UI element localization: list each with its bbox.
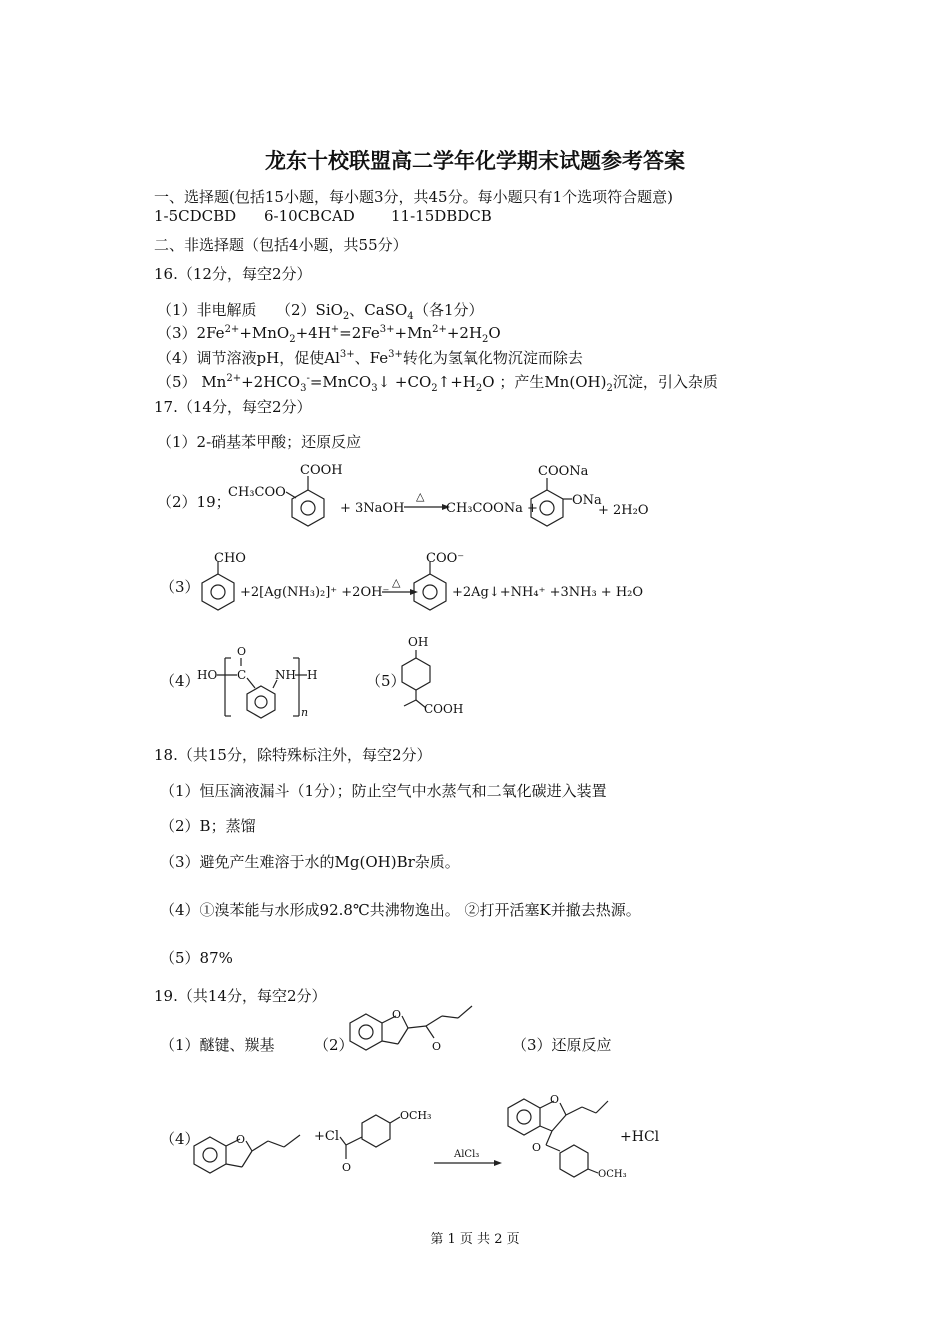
q17-answer-2-label: （2）19；	[157, 493, 231, 511]
q19-answer-4-label: （4）	[160, 1130, 200, 1148]
q19-answer-3: （3）还原反应	[512, 1036, 612, 1054]
q16-heading: 16.（12分，每空2分）	[154, 265, 312, 283]
q19-structure-2	[346, 1000, 486, 1060]
q18-answer-3: （3）避免产生难溶于水的Mg(OH)Br杂质。	[160, 853, 460, 871]
q17-structure-5	[398, 632, 478, 722]
q16-answer-4: （4）调节溶液pH，促使$Al^{3+}$、$Fe^{3+}$转化为氢氧化物沉淀而除去	[157, 349, 583, 367]
svg-text:O: O	[342, 1161, 352, 1174]
q17-reaction-2	[220, 462, 650, 532]
svg-text:COONa: COONa	[538, 464, 589, 479]
svg-text:+ 2H₂O: + 2H₂O	[598, 503, 649, 518]
svg-text:OCH₃: OCH₃	[598, 1169, 627, 1180]
svg-text:COOH: COOH	[300, 463, 343, 478]
q17-answer-1: （1）2-硝基苯甲酸；还原反应	[157, 433, 362, 451]
q17-reaction-3	[200, 548, 644, 618]
q18-heading: 18.（共15分，除特殊标注外，每空2分）	[154, 746, 432, 764]
q16-answer-2-note: （各1分）	[414, 301, 484, 319]
q18-answer-4: （4）①溴苯能与水形成92.8℃共沸物逸出。 ②打开活塞K并撤去热源。	[160, 901, 641, 919]
q16-answer-2-label: （2）SiO$_2$、CaSO$_4$	[276, 301, 414, 322]
svg-text:OCH₃: OCH₃	[400, 1109, 432, 1122]
section2-heading: 二、非选择题（包括4小题，共55分）	[154, 236, 408, 254]
svg-text:O: O	[237, 645, 247, 658]
svg-text:+Cl: +Cl	[314, 1129, 339, 1144]
svg-text:O: O	[236, 1133, 246, 1146]
svg-text:+2Ag↓+NH₄⁺ +3NH₃ + H₂O: +2Ag↓+NH₄⁺ +3NH₃ + H₂O	[452, 585, 644, 600]
svg-text:C: C	[237, 668, 247, 682]
q17-answer-5-label: （5）	[366, 672, 406, 690]
page-title: 龙东十校联盟高二学年化学期末试题参考答案	[265, 149, 685, 173]
answers-11-15: 11-15DBDCB	[391, 207, 492, 225]
svg-text:O: O	[550, 1093, 560, 1106]
svg-text:AlCl₃: AlCl₃	[454, 1149, 480, 1160]
q19-reaction-4	[190, 1085, 670, 1185]
svg-text:HO: HO	[197, 668, 218, 682]
q18-answer-1: （1）恒压滴液漏斗（1分）；防止空气中水蒸气和二氧化碳进入装置	[160, 782, 607, 800]
svg-text:COO⁻: COO⁻	[426, 551, 465, 566]
svg-text:△: △	[416, 490, 425, 503]
q19-answer-2-label: （2）	[314, 1036, 354, 1054]
q19-answer-1: （1）醚键、羰基	[160, 1036, 275, 1054]
svg-text:CH₃COONa +: CH₃COONa +	[446, 501, 538, 516]
q16-answer-3: $(3)2Fe^{2+}+MnO_2+4H^+=2Fe^{3+}+Mn^{2+}+2H_2O$	[157, 324, 501, 345]
answers-1-5: 1-5CDCBD	[154, 207, 237, 225]
svg-text:O: O	[432, 1040, 442, 1053]
q16-answer-5: （5） $Mn^{2+}+2HCO_3^-=MnCO_3↓$ $+CO_2↑+H_2O$ ；产生$Mn(OH)_2$沉淀，引入杂质	[157, 373, 718, 394]
svg-text:+2[Ag(NH₃)₂]⁺ +2OH⁻: +2[Ag(NH₃)₂]⁺ +2OH⁻	[240, 585, 390, 600]
q18-answer-2: （2）B；蒸馏	[160, 817, 256, 835]
svg-text:ONa: ONa	[572, 493, 602, 508]
svg-text:O: O	[392, 1008, 402, 1021]
svg-text:O: O	[532, 1141, 542, 1154]
answers-6-10: 6-10CBCAD	[264, 207, 355, 225]
q17-answer-4-label: （4）	[160, 672, 200, 690]
svg-text:n: n	[301, 706, 309, 719]
svg-text:OH: OH	[408, 635, 429, 649]
svg-text:CH₃COO: CH₃COO	[228, 485, 286, 500]
q17-answer-3-label: （3）	[160, 578, 200, 596]
q18-answer-5: （5）87%	[160, 949, 233, 967]
q17-structure-4	[195, 640, 335, 720]
svg-text:COOH: COOH	[424, 702, 464, 716]
svg-text:+HCl: +HCl	[620, 1129, 660, 1145]
svg-text:NH: NH	[275, 668, 296, 682]
svg-text:+ 3NaOH: + 3NaOH	[340, 501, 405, 516]
q19-heading: 19.（共14分，每空2分）	[154, 987, 327, 1005]
q16-answer-1: （1）非电解质	[157, 301, 257, 319]
svg-text:CHO: CHO	[214, 551, 246, 566]
q17-heading: 17.（14分，每空2分）	[154, 398, 312, 416]
svg-text:△: △	[392, 576, 401, 589]
svg-text:H: H	[307, 668, 318, 682]
section1-heading: 一、选择题(包括15小题，每小题3分，共45分。每小题只有1个选项符合题意)	[154, 188, 673, 206]
page-footer: 第 1 页 共 2 页	[430, 1232, 520, 1247]
